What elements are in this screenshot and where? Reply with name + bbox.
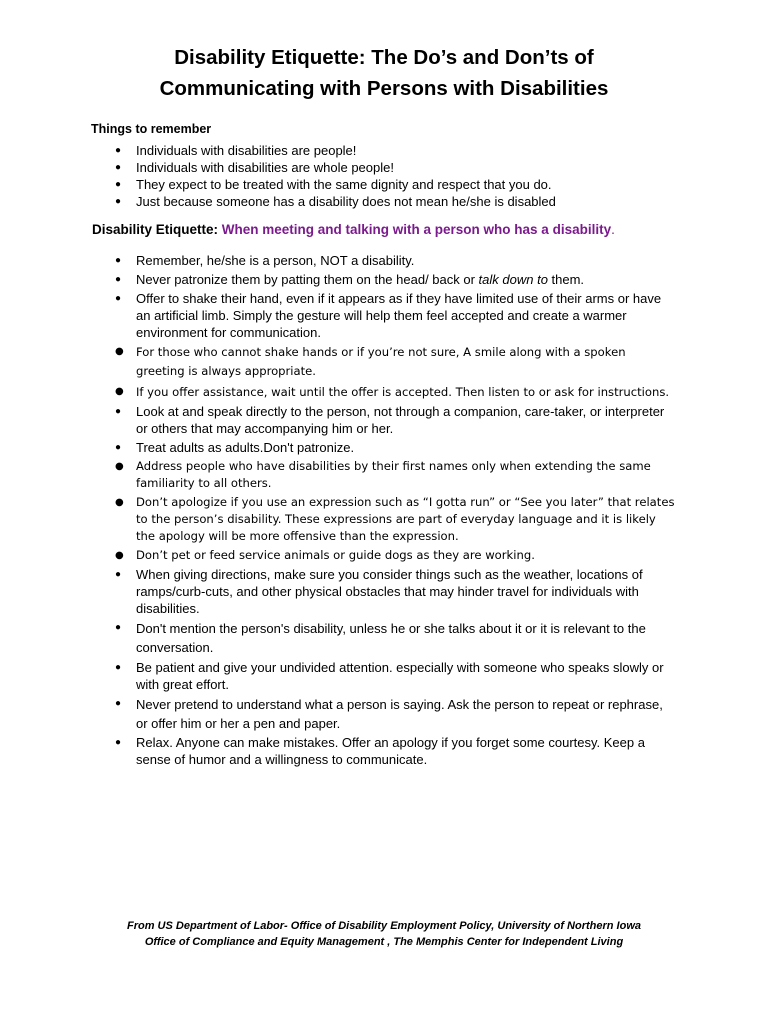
list-item: [0, 271, 676, 288]
list-item-text: Treat adults as adults.Don't patronize.: [136, 440, 355, 456]
list-item-text: Just because someone has a disability does not mean he/she is disabled: [136, 194, 556, 209]
list-item: [0, 619, 676, 657]
list-item-text: Never pretend to understand what a person is saying. Ask the person to repeat or rephrase, or offer him or her a pen and paper.: [136, 696, 663, 731]
bullet-icon: ●: [115, 497, 124, 509]
list-item: [0, 734, 676, 768]
list-item-text: Look at and speak directly to the person, not through a companion, care-taker, or interpreter or others that may accompanying him or her.: [136, 404, 665, 437]
bullet-icon: ●: [115, 145, 122, 156]
etiquette-label: Disability Etiquette:: [92, 222, 219, 237]
bullet-icon: ●: [115, 273, 122, 285]
list-item: [0, 403, 676, 437]
list-item-text: Don't mention the person's disability, unless he or she talks about it or it is relevant to the conversation.: [136, 620, 646, 655]
list-item-text: Address people who have disabilities by their first names only when extending the same familiarity to all others.: [136, 459, 651, 491]
bullet-icon: ●: [115, 292, 122, 304]
bullet-icon: ●: [115, 385, 124, 397]
things-to-remember-heading: Things to remember: [91, 122, 212, 136]
list-item: [0, 566, 676, 617]
bullet-icon: ●: [115, 345, 124, 357]
list-item: [0, 439, 676, 456]
list-item: [0, 458, 676, 492]
bullet-icon: ●: [115, 442, 122, 454]
bullet-icon: ●: [115, 697, 122, 709]
bullet-icon: ●: [115, 461, 124, 473]
list-item: [0, 290, 676, 341]
document-title: [0, 42, 768, 104]
footer-line-2: Office of Compliance and Equity Management , The Memphis Center for Independent Living: [144, 936, 624, 948]
list-item: [0, 159, 676, 176]
list-item: [0, 383, 676, 402]
bullet-icon: ●: [115, 196, 122, 207]
etiquette-end: .: [611, 222, 615, 237]
list-item: [0, 176, 676, 193]
bullet-icon: ●: [115, 737, 122, 749]
list-item: [0, 695, 676, 733]
list-item-text: Relax. Anyone can make mistakes. Offer an apology if you forget some courtesy. Keep a sense of humor and a willingness to communicate.: [136, 735, 645, 768]
things-to-remember-list: [0, 142, 676, 210]
list-item: [0, 659, 676, 693]
list-item: [0, 547, 676, 564]
bullet-icon: ●: [115, 406, 122, 418]
footer-line-1: From US Department of Labor- Office of Disability Employment Policy, University of Northern Iowa: [126, 920, 642, 932]
list-item-text: them.: [547, 271, 585, 287]
bullet-icon: ●: [115, 550, 124, 562]
list-item: [0, 494, 676, 545]
bullet-icon: ●: [115, 661, 122, 673]
list-item-text: They expect to be treated with the same dignity and respect that you do.: [136, 177, 552, 192]
list-item-text: Never patronize them by patting them on the head/ back or: [136, 271, 479, 287]
list-item-text: Individuals with disabilities are whole people!: [136, 160, 394, 175]
list-item-text: When giving directions, make sure you consider things such as the weather, locations of ramps/curb-cuts, and other physical obstacles that may hinder travel for individuals with disabilities.: [136, 566, 643, 616]
bullet-icon: ●: [115, 621, 122, 633]
bullet-icon: ●: [115, 255, 122, 266]
list-item-text: Don’t apologize if you use an expression such as “I gotta run” or “See you later” that relates to the person’s disability. These expressions are part of everyday language and it is likely the apology will be more offensive than the expression.: [136, 495, 675, 544]
etiquette-heading: [92, 221, 615, 239]
list-item: [0, 142, 676, 159]
bullet-icon: ●: [115, 179, 122, 190]
list-item-emphasis: talk down to: [478, 271, 548, 287]
bullet-icon: ●: [115, 568, 122, 580]
list-item-text: Be patient and give your undivided attention. especially with someone who speaks slowly or with great effort.: [136, 659, 664, 692]
title-line-2: Communicating with Persons with Disabilities: [159, 77, 609, 100]
list-item-text: For those who cannot shake hands or if you’re not sure, A smile along with a spoken greeting is always appropriate.: [136, 344, 626, 378]
list-item: [0, 343, 676, 381]
list-item-text: Offer to shake their hand, even if it appears as if they have limited use of their arms or have an artificial limb. Simply the gesture will help them feel accepted and create a warmer environment for communication.: [136, 290, 662, 340]
list-item: [0, 252, 676, 269]
bullet-icon: ●: [115, 162, 122, 173]
list-item-text: If you offer assistance, wait until the offer is accepted. Then listen to or ask for instructions.: [136, 384, 670, 399]
source-footer: [0, 918, 768, 950]
etiquette-highlight: When meeting and talking with a person who has a disability: [221, 222, 612, 237]
list-item-text: Don’t pet or feed service animals or guide dogs as they are working.: [136, 548, 535, 563]
list-item-text: Individuals with disabilities are people!: [136, 143, 357, 158]
title-line-1: Disability Etiquette: The Do’s and Don’ts of: [174, 46, 594, 69]
list-item-text: Remember, he/she is a person, NOT a disability.: [136, 253, 415, 268]
list-item: [0, 193, 676, 210]
etiquette-list: [0, 252, 676, 770]
